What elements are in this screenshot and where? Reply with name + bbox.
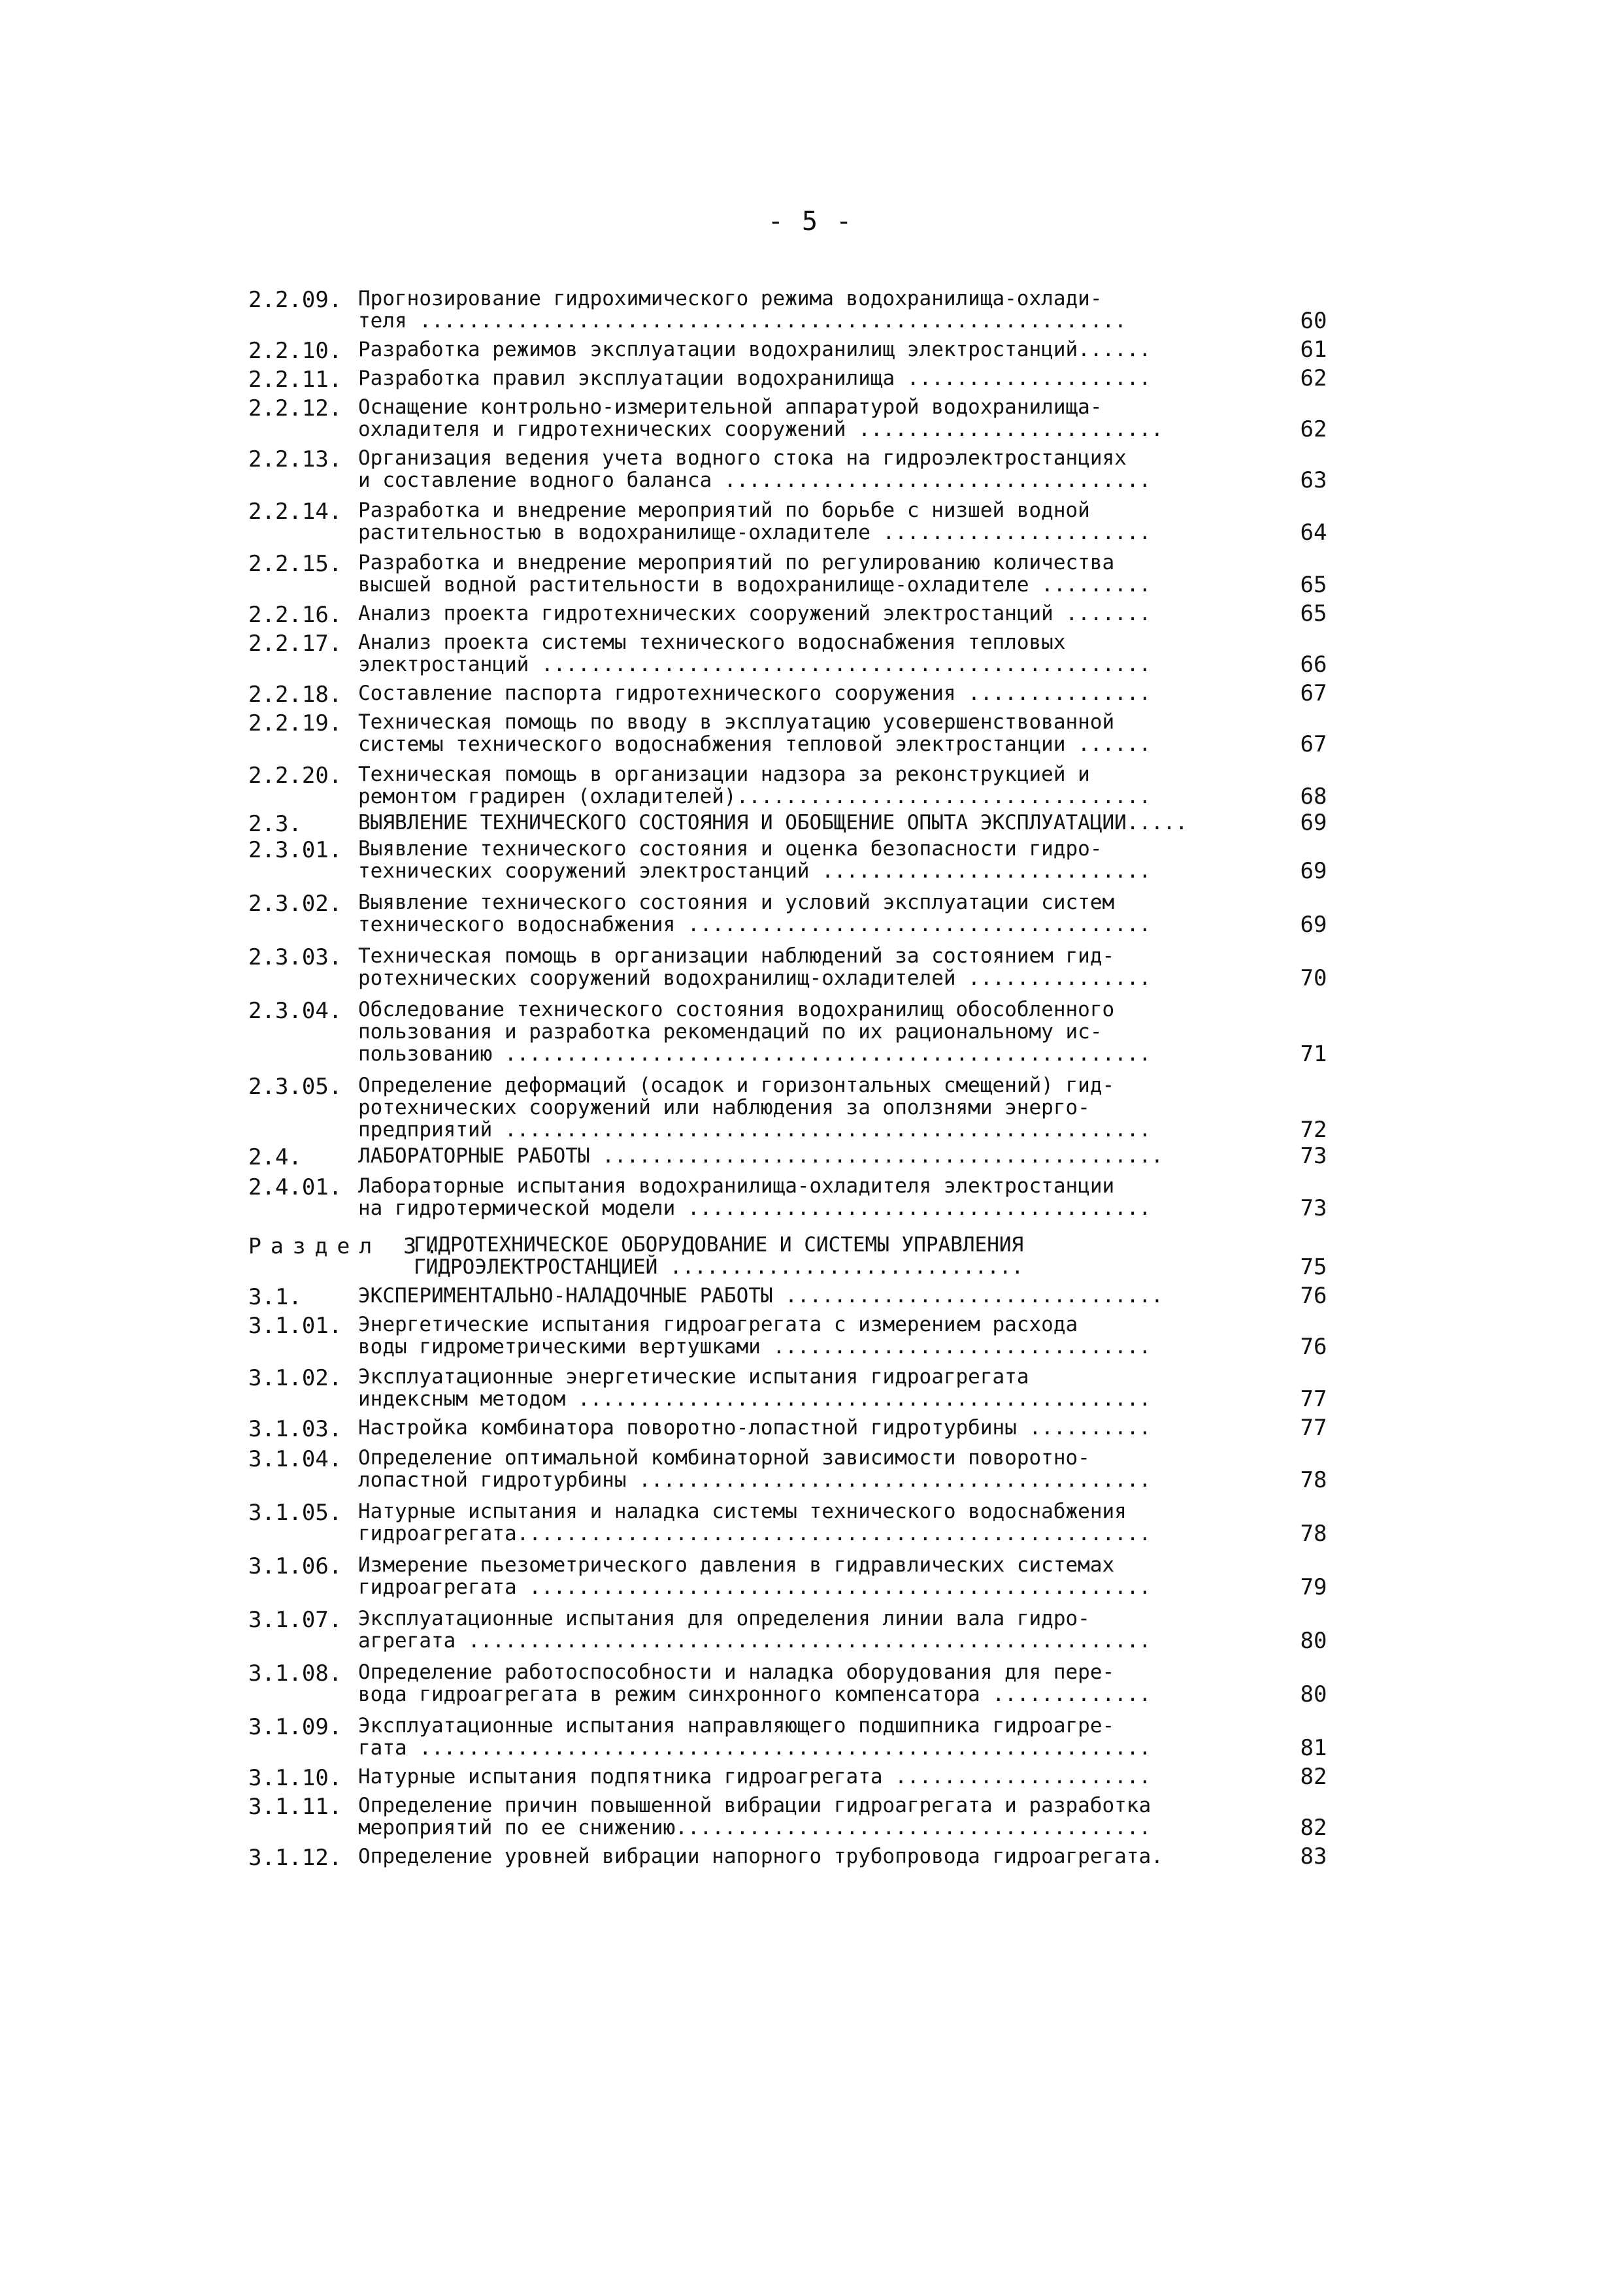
toc-entry-number: 3.1.03. [248, 1416, 342, 1442]
toc-entry-number: 2.2.10. [248, 338, 342, 364]
toc-entry-number: 3.1.07. [248, 1607, 342, 1633]
toc-entry [248, 1715, 1346, 1759]
toc-entry-number: 2.3.04. [248, 998, 342, 1024]
toc-entry [248, 396, 1346, 440]
toc-entry-number: 3.1.09. [248, 1714, 342, 1740]
toc-entry-number: 2.2.12. [248, 395, 342, 421]
toc-entry-number: 3.1.06. [248, 1553, 342, 1579]
toc-entry-title: Определение причин повышенной вибрации гидроагрегата и разработка мероприятий по ее снижению....................................... [358, 1794, 1152, 1839]
toc-entry-number: Раздел 3. [248, 1233, 448, 1259]
toc-entry-page: 77 [1300, 1415, 1327, 1441]
toc-entry [248, 1843, 1346, 1871]
toc-entry-page: 78 [1300, 1521, 1327, 1547]
toc-entry-page: 71 [1300, 1041, 1327, 1067]
toc-entry-title: Эксплуатационные испытания направляющего подшипника гидроагре- гата ............................................................ [358, 1715, 1152, 1759]
toc-entry [248, 1500, 1346, 1545]
toc-entry-number: 3.1.04. [248, 1446, 342, 1472]
toc-entry-title: Определение оптимальной комбинаторной зависимости поворотно- лопастной гидротурбины .......................................... [358, 1447, 1152, 1491]
toc-entry-title: Техническая помощь по вводу в эксплуатацию усовершенствованной системы технического водоснабжения тепловой электростанции ...... [358, 711, 1152, 755]
toc-entry-number: 2.2.09. [248, 287, 342, 313]
toc-entry-page: 62 [1300, 416, 1327, 442]
toc-entry-page: 82 [1300, 1815, 1327, 1841]
toc-entry [248, 763, 1346, 808]
toc-entry-title: ГИДРОТЕХНИЧЕСКОЕ ОБОРУДОВАНИЕ И СИСТЕМЫ УПРАВЛЕНИЯ ГИДРОЭЛЕКТРОСТАНЦИЕЙ ............................. [414, 1234, 1024, 1278]
toc-entry-page: 73 [1300, 1195, 1327, 1221]
toc-entry-number: 2.4.01. [248, 1174, 342, 1200]
toc-entry [248, 1608, 1346, 1652]
toc-entry-page: 75 [1300, 1254, 1327, 1280]
toc-entry-number: 2.2.16. [248, 602, 342, 628]
toc-entry-title: Составление паспорта гидротехнического сооружения ............... [358, 682, 1152, 704]
toc-entry-number: 2.3.02. [248, 891, 342, 917]
toc-entry-number: 3.1.10. [248, 1765, 342, 1791]
toc-entry-number: 2.3.03. [248, 944, 342, 970]
toc-entry-number: 2.2.14. [248, 499, 342, 525]
toc-entry-title: Прогнозирование гидрохимического режима водохранилища-охлади- теля .......................................................... [358, 288, 1127, 332]
toc-entry-number: 2.2.17. [248, 631, 342, 657]
toc-entry [248, 680, 1346, 708]
toc-entry-number: 3.1.11. [248, 1794, 342, 1820]
toc-entry-title: Натурные испытания и наладка системы технического водоснабжения гидроагрегата.................................................... [358, 1500, 1152, 1545]
toc-entry-page: 70 [1300, 965, 1327, 991]
toc-entry [248, 810, 1346, 837]
toc-entry-number: 2.3.01. [248, 837, 342, 863]
toc-entry-title: Разработка режимов эксплуатации водохранилищ электростанций...... [358, 338, 1152, 361]
toc-entry-title: Определение деформаций (осадок и горизонтальных смещений) гид- ротехнических сооружений или наблюдения за оползнями энерго- предприятий ..................................................... [358, 1074, 1152, 1141]
toc-entry-number: 3.1.01. [248, 1313, 342, 1339]
toc-entry-number: 2.2.11. [248, 367, 342, 393]
toc-entry-title: ЛАБОРАТОРНЫЕ РАБОТЫ .............................................. [358, 1145, 1163, 1167]
toc-entry-page: 66 [1300, 652, 1327, 678]
toc-entry-number: 3.1.05. [248, 1500, 342, 1526]
toc-entry-page: 68 [1300, 784, 1327, 810]
toc-entry-number: 2.3. [248, 811, 302, 837]
toc-entry [248, 891, 1346, 936]
toc-entry [248, 601, 1346, 628]
toc-entry [248, 998, 1346, 1065]
toc-entry-number: 2.4. [248, 1144, 302, 1170]
toc-entry [248, 447, 1346, 491]
toc-entry-page: 82 [1300, 1764, 1327, 1790]
toc-entry-title: Оснащение контрольно-измерительной аппаратурой водохранилища- охладителя и гидротехнических сооружений ......................... [358, 396, 1163, 440]
toc-entry [248, 499, 1346, 544]
toc-entry-title: Определение уровней вибрации напорного трубопровода гидроагрегата. [358, 1845, 1163, 1868]
toc-entry [248, 337, 1346, 364]
toc-entry-number: 2.2.18. [248, 682, 342, 708]
toc-entry [248, 365, 1346, 393]
toc-entry [248, 1764, 1346, 1791]
toc-entry-number: 2.2.15. [248, 551, 342, 577]
toc-entry-number: 2.2.19. [248, 710, 342, 736]
toc-entry-title: Разработка и внедрение мероприятий по борьбе с низшей водной растительностью в водохранилище-охладителе ...................... [358, 499, 1152, 544]
toc-entry [248, 552, 1346, 596]
toc-entry-title: Обследование технического состояния водохранилищ обособленного пользования и разработка рекомендаций по их рациональному ис- пользованию ..................................................... [358, 998, 1152, 1065]
toc-entry [248, 945, 1346, 989]
toc-entry [248, 1415, 1346, 1442]
toc-entry-title: Эксплуатационные энергетические испытания гидроагрегата индексным методом ............................................... [358, 1366, 1152, 1410]
toc-entry-number: 3.1. [248, 1284, 302, 1310]
toc-section-heading [248, 1234, 1346, 1278]
toc-entry-page: 78 [1300, 1467, 1327, 1493]
toc-entry [248, 838, 1346, 882]
toc-entry-page: 79 [1300, 1574, 1327, 1600]
toc-entry-title: Организация ведения учета водного стока на гидроэлектростанциях и составление водного баланса ................................... [358, 447, 1152, 491]
toc-entry-number: 2.3.05. [248, 1074, 342, 1100]
toc-entry [248, 631, 1346, 676]
toc-entry-title: Анализ проекта системы технического водоснабжения тепловых электростанций .................................................. [358, 631, 1152, 676]
toc-entry-title: Техническая помощь в организации надзора за реконструкцией и ремонтом градирен (охладителей).................................. [358, 763, 1152, 808]
toc-entry-page: 76 [1300, 1283, 1327, 1309]
toc-entry-title: Выявление технического состояния и оценка безопасности гидро- технических сооружений электростанций ........................... [358, 838, 1152, 882]
toc-entry-title: Лабораторные испытания водохранилища-охладителя электростанции на гидротермической модели ...................................... [358, 1175, 1152, 1219]
toc-entry-page: 69 [1300, 858, 1327, 884]
toc-entry-page: 69 [1300, 912, 1327, 938]
toc-entry-page: 81 [1300, 1735, 1327, 1761]
toc-entry [248, 1074, 1346, 1141]
toc-entry-number: 3.1.02. [248, 1365, 342, 1391]
toc-entry [248, 288, 1346, 332]
toc-entry-page: 80 [1300, 1628, 1327, 1654]
toc-entry [248, 1554, 1346, 1598]
toc-entry-page: 65 [1300, 572, 1327, 598]
toc-entry-number: 3.1.12. [248, 1845, 342, 1871]
toc-entry-title: Разработка и внедрение мероприятий по регулированию количества высшей водной растительности в водохранилище-охладителе ......... [358, 552, 1152, 596]
toc-entry [248, 1794, 1346, 1839]
toc-entry-page: 64 [1300, 520, 1327, 546]
toc-entry-title: ВЫЯВЛЕНИЕ ТЕХНИЧЕСКОГО СОСТОЯНИЯ И ОБОБЩЕНИЕ ОПЫТА ЭКСПЛУАТАЦИИ..... [358, 812, 1188, 834]
toc-entry [248, 1283, 1346, 1310]
toc-entry-page: 61 [1300, 337, 1327, 363]
toc-entry-title: Анализ проекта гидротехнических сооружений электростанций ....... [358, 602, 1152, 625]
toc-entry-title: Измерение пьезометрического давления в гидравлических системах гидроагрегата ................................................... [358, 1554, 1152, 1598]
toc-entry-page: 77 [1300, 1386, 1327, 1412]
toc-entry-title: Энергетические испытания гидроагрегата с измерением расхода воды гидрометрическими вертушками ............................... [358, 1313, 1152, 1358]
toc-entry-page: 67 [1300, 731, 1327, 757]
toc-entry-title: Техническая помощь в организации наблюдений за состоянием гид- ротехнических сооружений водохранилищ-охладителей ............... [358, 945, 1152, 989]
toc-entry [248, 1661, 1346, 1706]
page-number: - 5 - [767, 206, 853, 237]
toc-entry-title: Выявление технического состояния и условий эксплуатации систем технического водоснабжения ...................................... [358, 891, 1152, 936]
toc-entry-number: 3.1.08. [248, 1660, 342, 1687]
toc-entry-page: 83 [1300, 1843, 1327, 1870]
toc-entry [248, 1143, 1346, 1170]
toc-entry [248, 1366, 1346, 1410]
toc-entry-title: Настройка комбинатора поворотно-лопастной гидротурбины .......... [358, 1417, 1152, 1439]
toc-entry-page: 63 [1300, 467, 1327, 493]
toc-entry-page: 60 [1300, 308, 1327, 334]
toc-entry-page: 73 [1300, 1143, 1327, 1169]
toc-entry-number: 2.2.13. [248, 446, 342, 472]
toc-entry [248, 1313, 1346, 1358]
toc-entry-page: 72 [1300, 1117, 1327, 1143]
toc-entry [248, 1447, 1346, 1491]
toc-entry [248, 1175, 1346, 1219]
toc-entry-title: ЭКСПЕРИМЕНТАЛЬНО-НАЛАДОЧНЫЕ РАБОТЫ ............................... [358, 1285, 1163, 1307]
toc-entry-page: 80 [1300, 1681, 1327, 1707]
toc-entry-page: 65 [1300, 601, 1327, 627]
toc-entry-page: 69 [1300, 810, 1327, 836]
toc-entry [248, 711, 1346, 755]
toc-entry-number: 2.2.20. [248, 763, 342, 789]
table-of-contents [248, 281, 1346, 1871]
toc-entry-page: 67 [1300, 680, 1327, 706]
toc-entry-title: Определение работоспособности и наладка оборудования для пере- вода гидроагрегата в режим синхронного компенсатора ............. [358, 1661, 1152, 1706]
toc-entry-page: 76 [1300, 1334, 1327, 1360]
toc-entry-page: 62 [1300, 365, 1327, 391]
toc-entry-title: Эксплуатационные испытания для определения линии вала гидро- агрегата ........................................................ [358, 1608, 1152, 1652]
toc-entry-title: Разработка правил эксплуатации водохранилища .................... [358, 367, 1152, 389]
toc-entry-title: Натурные испытания подпятника гидроагрегата ..................... [358, 1766, 1152, 1788]
